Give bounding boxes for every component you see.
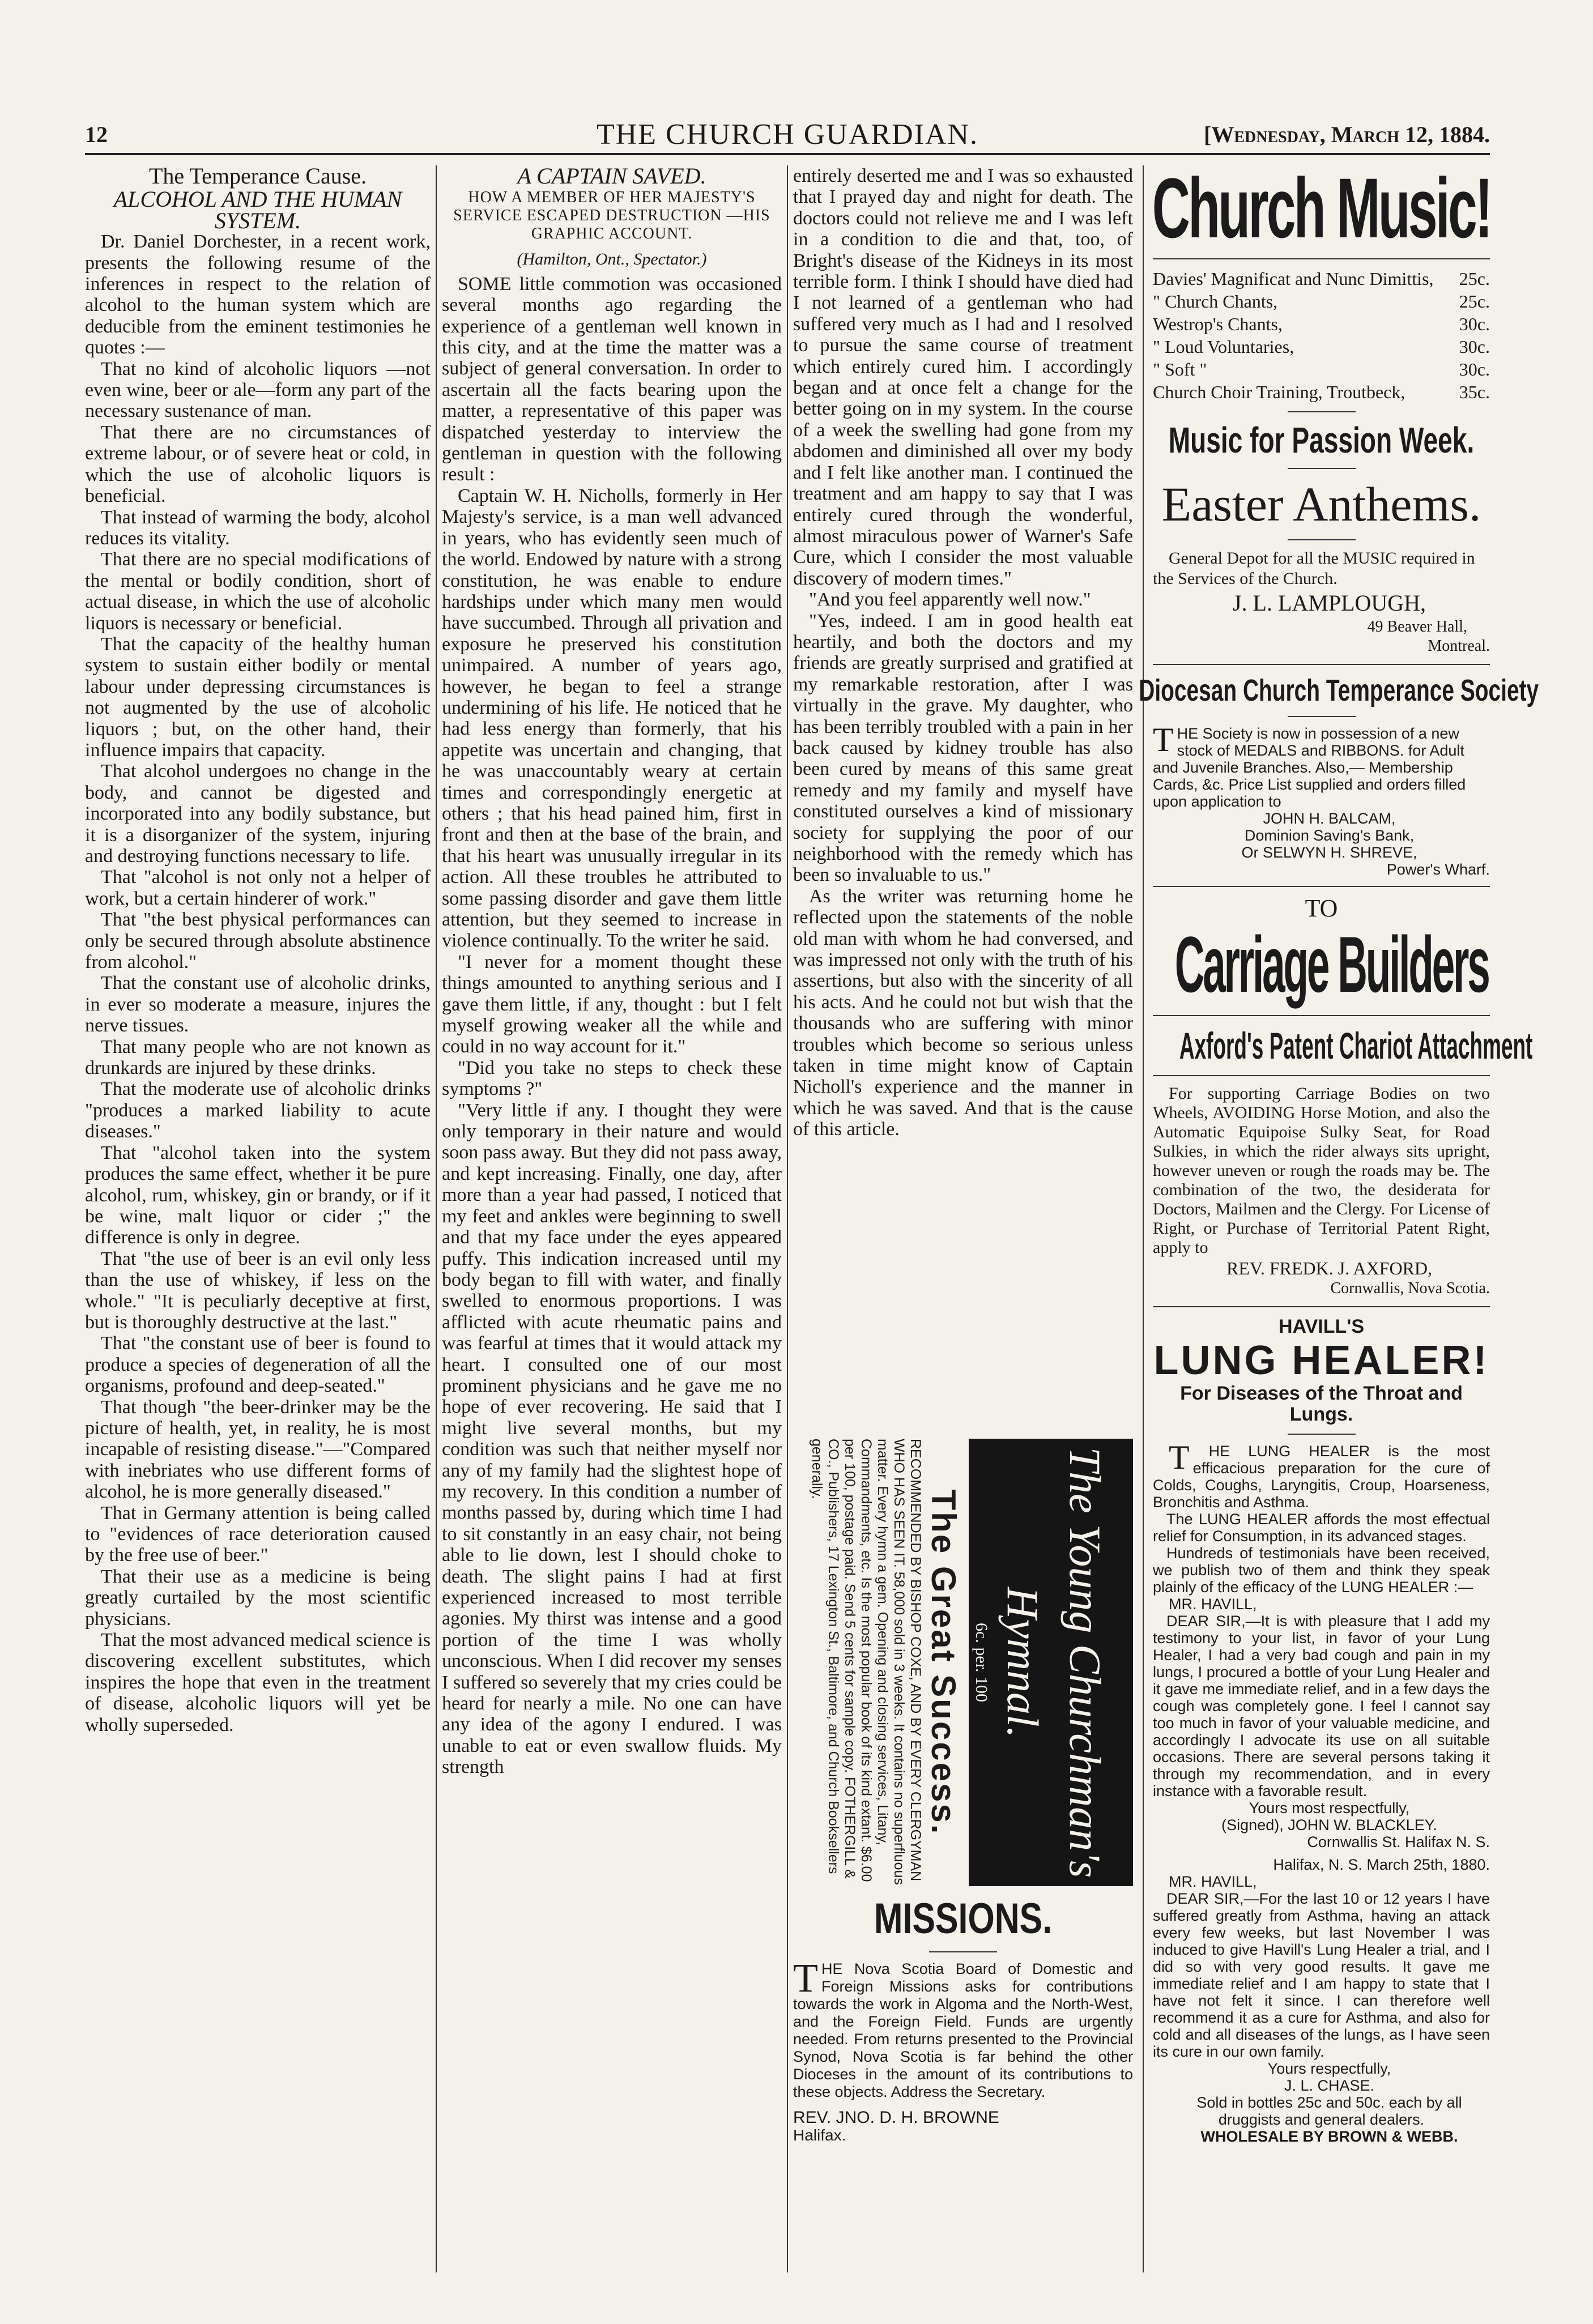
music-item-name: " Soft " xyxy=(1153,359,1207,379)
lung-healer-text: The LUNG HEALER affords the most effectual relief for Consumption, in its advanced stages. xyxy=(1153,1510,1490,1545)
temperance-column xyxy=(85,165,431,2272)
lung-healer-title: LUNG HEALER! xyxy=(1153,1338,1489,1383)
music-list-item xyxy=(1153,313,1490,335)
passion-week-title: Music for Passion Week. xyxy=(1168,420,1475,460)
article-paragraph: Dr. Daniel Dorchester, in a recent work, presents the following resume of the inferences in respect to the relation of alcohol to the human system which are deducible from the eminent testimonies he quotes :— xyxy=(85,231,431,359)
society-contact: Power's Wharf. xyxy=(1386,861,1490,878)
divider xyxy=(1153,1075,1490,1076)
article-paragraph: SOME little commotion was occasioned several months ago regarding the experience of a gentleman well known in this city, and at the time the matter was a subject of general conversation. In order to ascertain all the facts bearing upon the matter, a representative of this paper was dispatched yesterday to interview the gentleman in question with the following result : xyxy=(442,273,782,485)
music-item-price: 35c. xyxy=(1459,382,1490,402)
music-dealer-address: 49 Beaver Hall, xyxy=(1367,618,1467,636)
captain-article-body xyxy=(442,274,782,1778)
article-paragraph: That no kind of alcoholic liquors —not even wine, beer or ale—form any part of the necessary sustenance of man. xyxy=(85,358,431,422)
temperance-society-body: HE Society is now in possession of a new stock of MEDALS and RIBBONS. for Adult and Juvenile Branches. Also,— Membership Cards, &c. Price List supplied and orders filled upon application to xyxy=(1153,725,1466,810)
article-paragraph: That there are no circumstances of extreme labour, or of severe heat or cold, in which the use of alcoholic liquors is beneficial. xyxy=(85,421,431,507)
divider xyxy=(1153,1306,1490,1307)
divider xyxy=(1153,886,1490,887)
testimonial-letter: DEAR SIR,—For the last 10 or 12 years I have suffered greatly from Asthma, having an attack every few weeks, but last November I was induced to give Havill's Lung Healer a trial, and I did so with very good results. It gave me immediate relief and I am happy to state that I have not felt it since. I can therefore well recommend it as a cure for Asthma, and also for cold and all diseases of the lungs, as I have seen its cure in our own family. xyxy=(1153,1890,1490,2060)
sales-info: Sold in bottles 25c and 50c. each by all druggists and general dealers. xyxy=(1196,2093,1462,2128)
lung-healer-subtitle: For Diseases of the Throat and Lungs. xyxy=(1180,1383,1463,1426)
article-paragraph: That the moderate use of alcoholic drinks "produces a marked liability to acute diseases." xyxy=(85,1078,431,1142)
article-paragraph: That instead of warming the body, alcohol reduces its vitality. xyxy=(85,506,431,549)
hymnal-text xyxy=(793,1439,963,1886)
music-list-item xyxy=(1153,335,1490,358)
letter-signature: (Signed), JOHN W. BLACKLEY. xyxy=(1221,1816,1437,1833)
article-paragraph: "Very little if any. I thought they were only temporary in their nature and would soon pass away. But they did not pass away, and kept increasing. Finally, one day, after more than a year had passed, I noticed that my feet and ankles were beginning to swell and that my face under the eyes appeared puffy. This indication increased until my body began to fill with water, and finally swelled to enormous proportions. I was afflicted with acute rheumatic pains and was fearful at times that it would attack my heart. I consulted one of our most prominent physicians and he gave me no hope of ever recovering. He said that I might live several months, but my condition was such that neither myself nor any of my family had the slightest hope of my recovery. In this condition a number of months passed by, during which time I had to sit constantly in an easy chair, not being able to lie down, lest I should choke to death. The slight pains I had at first experienced increased to most terrible agonies. My thirst was intense and a good portion of the time I was wholly unconscious. When I did recover my senses I suffered so severely that my cries could be heard for nearly a mile. No one can have any idea of the agony I endured. I was unable to eat or even swallow fluids. My strength xyxy=(442,1099,782,1778)
divider xyxy=(1153,258,1490,259)
drop-cap-letter: T xyxy=(793,1955,818,2001)
article-paragraph: As the writer was returning home he reflected upon the statements of the noble old man with whom he had conversed, and was impressed not only with the truth of his assertions, but also with the sincerity of all his acts. And he could not but wish that the thousands who are suffering with minor troubles which become so serious unless taken in time might know of Captain Nicholl's experience and the manner in which he was saved. And that is the cause of this article. xyxy=(793,885,1133,1140)
easter-anthems-title: Easter Anthems. xyxy=(1161,477,1481,531)
carriage-body: For supporting Carriage Bodies on two Wheels, AVOIDING Horse Motion, and also the Automatic Equipoise Sulky Seat, for Road Sulkies, in which the rider always sits upright, however uneven or rough the roads may be. The combination of the two, the desiderata for Doctors, Mailmen and the Clergy. For License of Right, or Purchase of Territorial Patent Right, apply to xyxy=(1153,1084,1490,1257)
letter-closing: Yours most respectfully, xyxy=(1249,1799,1410,1816)
page-header xyxy=(85,113,1490,155)
column-rule xyxy=(436,165,437,2272)
music-item-name: Davies' Magnificat and Nunc Dimittis, xyxy=(1153,268,1434,289)
divider xyxy=(1288,539,1356,540)
article-paragraph: That "the best physical performances can only be secured through absolute abstinence from alcohol." xyxy=(85,909,431,973)
captain-continuation-column xyxy=(793,165,1133,1428)
divider xyxy=(1288,716,1356,717)
music-list-item xyxy=(1153,290,1490,313)
article-paragraph: entirely deserted me and I was so exhausted that I prayed day and night for death. The doctors could not relieve me and I was left in a condition to die and that, too, of Bright's disease of the Kidneys in its most terrible form. I think I should have died had I not learned of a gentleman who had suffered very much as I had and I resolved to pursue the same course of treatment which entirely cured him. I accordingly began and at once felt a change for the better going on in my system. In the course of a week the swelling had gone from my abdomen and diminished all over my body and I felt like another man. I continued the treatment and am happy to say that I was entirely cured through the wonderful, almost miraculous power of Warner's Safe Cure, which I consider the most valuable discovery of modern times." xyxy=(793,165,1133,589)
society-contact: JOHN H. BALCAM, xyxy=(1263,810,1396,827)
hymnal-body: RECOMMENDED BY BISHOP COXE, AND BY EVERY CLERGYMAN WHO HAS SEEN IT. 58,000 sold in 3 weeks. It contains no superfluous matter. Every hymn a gem. Opening and closing services, Litany, Commandments, etc. Is the most popular book of its kind extant. $6.00 per 100, postage paid. Send 5 cents for sample copy. FOTHERGILL & CO., Publishers, 17 Lexington St., Baltimore, and Church Booksellers generally. xyxy=(809,1439,923,1885)
article-paragraph: "And you feel apparently well now." xyxy=(809,589,1091,611)
article-paragraph: That the most advanced medical science is discovering excellent substitutes, which inspires the hope that even in the treatment of disease, alcoholic liquors will yet be wholly superseded. xyxy=(85,1630,431,1735)
column-rule xyxy=(1143,165,1144,2272)
masthead: THE CHURCH GUARDIAN. xyxy=(596,118,979,151)
society-contact: Dominion Saving's Bank, xyxy=(1244,827,1415,844)
article-paragraph: That their use as a medicine is being greatly curtailed by the most scientific physicians. xyxy=(85,1566,431,1630)
drop-cap-letter: T xyxy=(1153,721,1174,758)
article-paragraph: That in Germany attention is being called to "evidences of race deterioration caused by the free use of beer." xyxy=(85,1502,431,1566)
testimonial-letter: DEAR SIR,—It is with pleasure that I add my testimony to your list, in favor of your Lung Healer, I had a very bad cough and pain in my lungs, I procured a bottle of your Lung Healer and it gave me immediate relief, and in a few days the cough was completely gone. I feel I cannot say too much in favor of your valuable medicine, and accordingly I advocate its use on all suitable occasions. There are several persons taking it through my recommendation, and in every instance with a favorable result. xyxy=(1153,1612,1490,1799)
carriage-contact-name: REV. FREDK. J. AXFORD, xyxy=(1226,1258,1433,1278)
letter-address: Cornwallis St. Halifax N. S. xyxy=(1307,1833,1490,1850)
music-dealer-name: J. L. LAMPLOUGH, xyxy=(1232,590,1426,616)
letter-recipient: MR. HAVILL, xyxy=(1169,1595,1257,1613)
chariot-attachment-title: Axford's Patent Chariot Attachment xyxy=(1179,1025,1533,1067)
lung-healer-text: Hundreds of testimonials have been received, we publish two of them and think they speak plainly of the efficacy of the LUNG HEALER :— xyxy=(1153,1544,1490,1596)
divider xyxy=(1153,664,1490,665)
music-item-price: 30c. xyxy=(1459,336,1490,357)
article-paragraph: That "the constant use of beer is found to produce a species of degeneration of all the organisms, profound and deep-seated." xyxy=(85,1333,431,1397)
music-dealer-city: Montreal. xyxy=(1428,637,1490,655)
letter-date: Halifax, N. S. March 25th, 1880. xyxy=(1273,1856,1490,1873)
missions-place: Halifax. xyxy=(793,2126,846,2144)
article-paragraph: That "alcohol taken into the system produces the same effect, whether it be pure alcohol, rum, whiskey, gin or brandy, or if it be wine, malt liquor or cider ;" the difference is only in degree. xyxy=(85,1142,431,1248)
missions-body: HE Nova Scotia Board of Domestic and Foreign Missions asks for contributions towards the work in Algoma and the North-West, and the Foreign Field. Funds are urgently needed. From returns presented to the Provincial Synod, Nova Scotia is far behind the other Dioceses in the amount of its contributions to these objects. Address the Secretary. xyxy=(793,1960,1133,2100)
music-list-item xyxy=(1153,381,1490,403)
article-paragraph: That though "the beer-drinker may be the picture of health, yet, in reality, he is most incapable of resisting disease."—"Compared with inebriates who use different forms of alcohol, he is more generally diseased." xyxy=(85,1396,431,1503)
article-paragraph: That alcohol undergoes no change in the body, and cannot be digested and incorporated into any bodily substance, but it is a disorganizer of the system, injuring and destroying functions necessary to life. xyxy=(85,761,431,867)
captain-column xyxy=(442,165,782,2272)
article-paragraph: Captain W. H. Nicholls, formerly in Her Majesty's service, is a man well advanced in years, who has evidently seen much of the world. Endowed by nature with a strong constitution, he was enable to endure hardships under which many men would have succumbed. Through all privation and exposure he preserved his constitution unimpaired. A number of years ago, however, he began to feel a strange undermining of his life. He noticed that he had less energy than formerly, that his appetite was uncertain and changing, that he was unaccountably weary at certain times and correspondingly energetic at others ; that his head pained him, first in front and then at the base of the brain, and that his heart was unusually irregular in its action. All these troubles he attributed to some passing disorder and gave them little attention, but they seemed to increase in violence continually. To the writer he said. xyxy=(442,485,782,952)
drop-cap-letter: T xyxy=(1169,1438,1190,1476)
temperance-article-body xyxy=(85,231,431,1735)
music-item-name: Westrop's Chants, xyxy=(1153,314,1283,334)
article-paragraph: "I never for a moment thought these things amounted to anything serious and I gave them little, if any, thought : but I felt myself growing weaker all the while and could in no way account for it." xyxy=(442,951,782,1057)
hymnal-headline: The Great Success. xyxy=(925,1489,962,1836)
hymnal-title-box xyxy=(969,1439,1133,1886)
letter-recipient: MR. HAVILL, xyxy=(1169,1873,1257,1890)
carriage-contact-place: Cornwallis, Nova Scotia. xyxy=(1330,1280,1490,1297)
section-title: The Temperance Cause. xyxy=(148,163,367,189)
captain-article-continuation xyxy=(793,165,1133,1140)
music-item-price: 25c. xyxy=(1459,291,1490,312)
advertisement-column xyxy=(1139,160,1539,2272)
letter-closing: Yours respectfully, xyxy=(1267,2059,1391,2077)
wholesale-info: WHOLESALE BY BROWN & WEBB. xyxy=(1200,2127,1458,2145)
lung-healer-intro: HE LUNG HEALER is the most efficacious preparation for the cure of Colds, Coughs, Laryngitis, Croup, Hoarseness, Bronchitis and Asthma. xyxy=(1153,1442,1490,1511)
music-item-price: 30c. xyxy=(1459,314,1490,334)
hymnal-box-title: The Young Churchman's Hymnal. xyxy=(998,1447,1110,1878)
column-rule xyxy=(787,165,788,2272)
letter-signature: J. L. CHASE. xyxy=(1284,2076,1375,2094)
music-item-name: " Loud Voluntaries, xyxy=(1153,336,1294,357)
article-paragraph: That "the use of beer is an evil only less than the use of whiskey, if less on the whole." "It is peculiarly deceptive at first, but is thoroughly destructive at the last." xyxy=(85,1248,431,1333)
church-music-title: Church Music! xyxy=(1152,160,1491,255)
article-paragraph: "Yes, indeed. I am in good health eat heartily, and both the doctors and my friends are greatly surprised and gratified at my remarkable restoration, after I was virtually in the grave. My daughter, who has been terribly troubled with a pain in her back caused by kidney trouble has also been cured by means of this same great remedy and my family and myself have constituted ourselves a kind of missionary society for supplying the poor of our neighborhood with the remedy which has been so invaluable to us." xyxy=(793,610,1133,886)
article-paragraph: That the constant use of alcoholic drinks, in ever so moderate a measure, injures the nerve tissues. xyxy=(85,973,431,1037)
music-list-item xyxy=(1153,267,1490,290)
hymnal-box-price: 6c. per. 100 xyxy=(972,1623,991,1702)
divider xyxy=(1153,1015,1490,1016)
article-subtitle: HOW A MEMBER OF HER MAJESTY'S SERVICE ESCAPED DESTRUCTION —HIS GRAPHIC ACCOUNT. xyxy=(453,189,770,243)
article-title: ALCOHOL AND THE HUMAN SYSTEM. xyxy=(113,186,402,233)
article-source: (Hamilton, Ont., Spectator.) xyxy=(517,250,707,269)
music-list-item xyxy=(1153,358,1490,381)
article-paragraph: That many people who are not known as drunkards are injured by these drinks. xyxy=(85,1036,431,1079)
music-depot-text: General Depot for all the MUSIC required in the Services of the Church. xyxy=(1153,549,1475,588)
divider xyxy=(929,1951,997,1952)
music-price-list xyxy=(1153,267,1490,403)
article-paragraph: That "alcohol is not only not a helper of work, but a certain hinderer of work." xyxy=(85,867,431,909)
missions-notice xyxy=(793,1895,1133,2144)
issue-date: [Wednesday, March 12, 1884. xyxy=(1204,122,1490,147)
article-paragraph: That the capacity of the healthy human system to sustain either bodily or mental labour under depressing circumstances is not augmented by the use of alcoholic liquors ; but, on the other hand, their influence impairs that capacity. xyxy=(85,633,431,761)
music-item-name: Church Choir Training, Troutbeck, xyxy=(1153,382,1405,402)
lung-healer-brand: HAVILL'S xyxy=(1278,1316,1364,1337)
missions-signature: REV. JNO. D. H. BROWNE xyxy=(793,2108,999,2127)
music-item-price: 30c. xyxy=(1459,359,1490,379)
missions-title: MISSIONS. xyxy=(874,1895,1053,1943)
temperance-society-title: Diocesan Church Temperance Society xyxy=(1139,673,1539,707)
music-item-name: " Church Chants, xyxy=(1153,291,1278,312)
carriage-to: TO xyxy=(1305,894,1338,922)
hymnal-advertisement xyxy=(793,1439,1133,1886)
article-title: A CAPTAIN SAVED. xyxy=(517,163,706,189)
divider xyxy=(1288,1434,1356,1435)
article-paragraph: That there are no special modifications of the mental or bodily condition, short of actual disease, in which the use of alcoholic liquors is necessary or beneficial. xyxy=(85,549,431,634)
divider xyxy=(1288,468,1356,469)
society-contact: Or SELWYN H. SHREVE, xyxy=(1241,844,1417,861)
article-paragraph: "Did you take no steps to check these symptoms ?" xyxy=(442,1057,782,1100)
page-number: 12 xyxy=(85,122,108,147)
carriage-builders-title: Carriage Builders xyxy=(1174,920,1489,1009)
music-item-price: 25c. xyxy=(1459,268,1490,289)
divider xyxy=(1288,411,1356,412)
